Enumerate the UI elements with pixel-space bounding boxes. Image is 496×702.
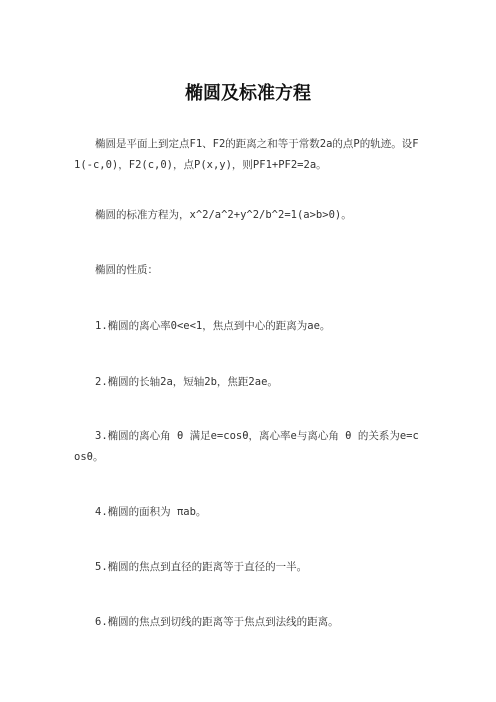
paragraph-properties-heading: 椭圆的性质：: [95, 264, 158, 276]
paragraph-property-2: 2.椭圆的长轴2a，短轴2b，焦距2ae。: [95, 376, 278, 388]
paragraph-standard-equation: 椭圆的标准方程为，x^2/a^2+y^2/b^2=1(a>b>0)。: [95, 209, 352, 221]
paragraph-property-3: 3.椭圆的离心角 θ 满足e=cosθ，离心率e与离心角 θ 的关系为e=cosθ。: [74, 430, 419, 463]
paragraph-property-6: 6.椭圆的焦点到切线的距离等于焦点到法线的距离。: [95, 616, 339, 628]
paragraph-property-4: 4.椭圆的面积为 πab。: [95, 506, 207, 518]
paragraph-property-1: 1.椭圆的离心率0<e<1，焦点到中心的距离为ae。: [95, 320, 331, 332]
document-title: 椭圆及标准方程: [185, 83, 311, 104]
paragraph-definition: 椭圆是平面上到定点F1、F2的距离之和等于常数2a的点P的轨迹。设F1(-c,0)，F2(c,0)，点P(x,y)，则PF1+PF2=2a。: [74, 138, 419, 171]
paragraph-property-5: 5.椭圆的焦点到直径的距离等于直径的一半。: [95, 561, 308, 573]
